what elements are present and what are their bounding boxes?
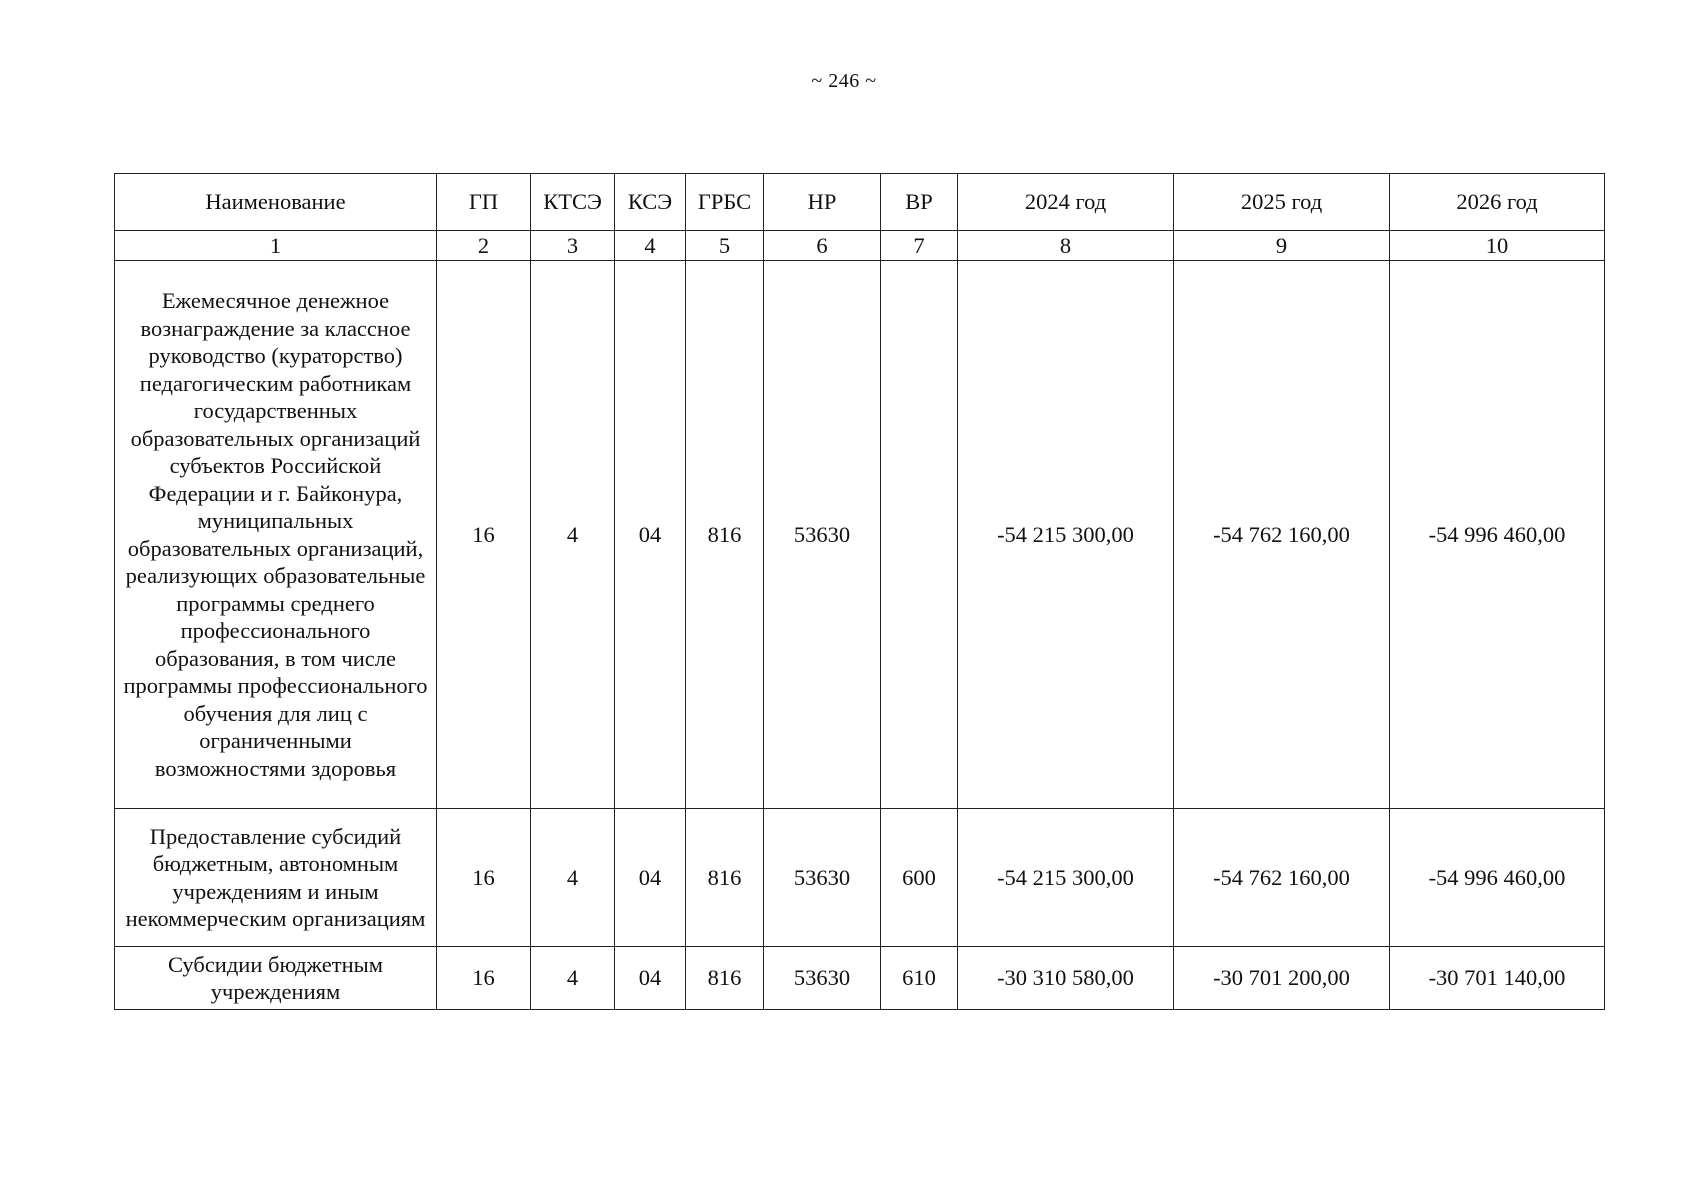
column-number: 6: [764, 231, 881, 261]
cell-2025: -54 762 160,00: [1174, 809, 1390, 947]
column-number: 9: [1174, 231, 1390, 261]
cell-2025: -30 701 200,00: [1174, 947, 1390, 1010]
cell-2026: -54 996 460,00: [1390, 809, 1605, 947]
cell-gp: 16: [437, 947, 531, 1010]
cell-2024: -54 215 300,00: [958, 809, 1174, 947]
header-name: Наименование: [115, 174, 437, 231]
row-name: Ежемесячное денежное вознаграждение за классное руководство (кураторство) педагогическим работникам государственных образовательных организаций субъектов Российской Федерации и г. Байконура, муниципальных образовательных организаций, реализующих образовательные программы среднего профессионального образования, в том числе программы профессионального обучения для лиц с ограниченными возможностями здоровья: [115, 261, 437, 809]
column-number: 1: [115, 231, 437, 261]
cell-kse: 04: [615, 261, 686, 809]
cell-nr: 53630: [764, 261, 881, 809]
row-name: Предоставление субсидий бюджетным, автономным учреждениям и иным некоммерческим организациям: [115, 809, 437, 947]
header-2024: 2024 год: [958, 174, 1174, 231]
header-grbs: ГРБС: [686, 174, 764, 231]
header-nr: НР: [764, 174, 881, 231]
table-row: [115, 809, 1605, 947]
cell-vr: 600: [881, 809, 958, 947]
cell-ktse: 4: [531, 809, 615, 947]
cell-2025: -54 762 160,00: [1174, 261, 1390, 809]
cell-kse: 04: [615, 947, 686, 1010]
cell-gp: 16: [437, 261, 531, 809]
cell-ktse: 4: [531, 947, 615, 1010]
cell-ktse: 4: [531, 261, 615, 809]
column-number: 10: [1390, 231, 1605, 261]
column-number: 3: [531, 231, 615, 261]
cell-grbs: 816: [686, 261, 764, 809]
cell-gp: 16: [437, 809, 531, 947]
column-number: 2: [437, 231, 531, 261]
column-number: 5: [686, 231, 764, 261]
cell-grbs: 816: [686, 809, 764, 947]
header-ktse: КТСЭ: [531, 174, 615, 231]
column-number-row: [115, 231, 1605, 261]
cell-2024: -54 215 300,00: [958, 261, 1174, 809]
cell-nr: 53630: [764, 947, 881, 1010]
header-kse: КСЭ: [615, 174, 686, 231]
cell-2026: -30 701 140,00: [1390, 947, 1605, 1010]
cell-grbs: 816: [686, 947, 764, 1010]
page-number: ~ 246 ~: [811, 70, 877, 92]
table-row: [115, 261, 1605, 809]
cell-2024: -30 310 580,00: [958, 947, 1174, 1010]
column-number: 7: [881, 231, 958, 261]
cell-vr: [881, 261, 958, 809]
header-2025: 2025 год: [1174, 174, 1390, 231]
cell-nr: 53630: [764, 809, 881, 947]
cell-2026: -54 996 460,00: [1390, 261, 1605, 809]
table-row: [115, 947, 1605, 1010]
budget-table: [114, 173, 1605, 1010]
header-vr: ВР: [881, 174, 958, 231]
cell-kse: 04: [615, 809, 686, 947]
table-header-row: [115, 174, 1605, 231]
column-number: 4: [615, 231, 686, 261]
row-name: Субсидии бюджетным учреждениям: [115, 947, 437, 1010]
header-2026: 2026 год: [1390, 174, 1605, 231]
header-gp: ГП: [437, 174, 531, 231]
column-number: 8: [958, 231, 1174, 261]
cell-vr: 610: [881, 947, 958, 1010]
